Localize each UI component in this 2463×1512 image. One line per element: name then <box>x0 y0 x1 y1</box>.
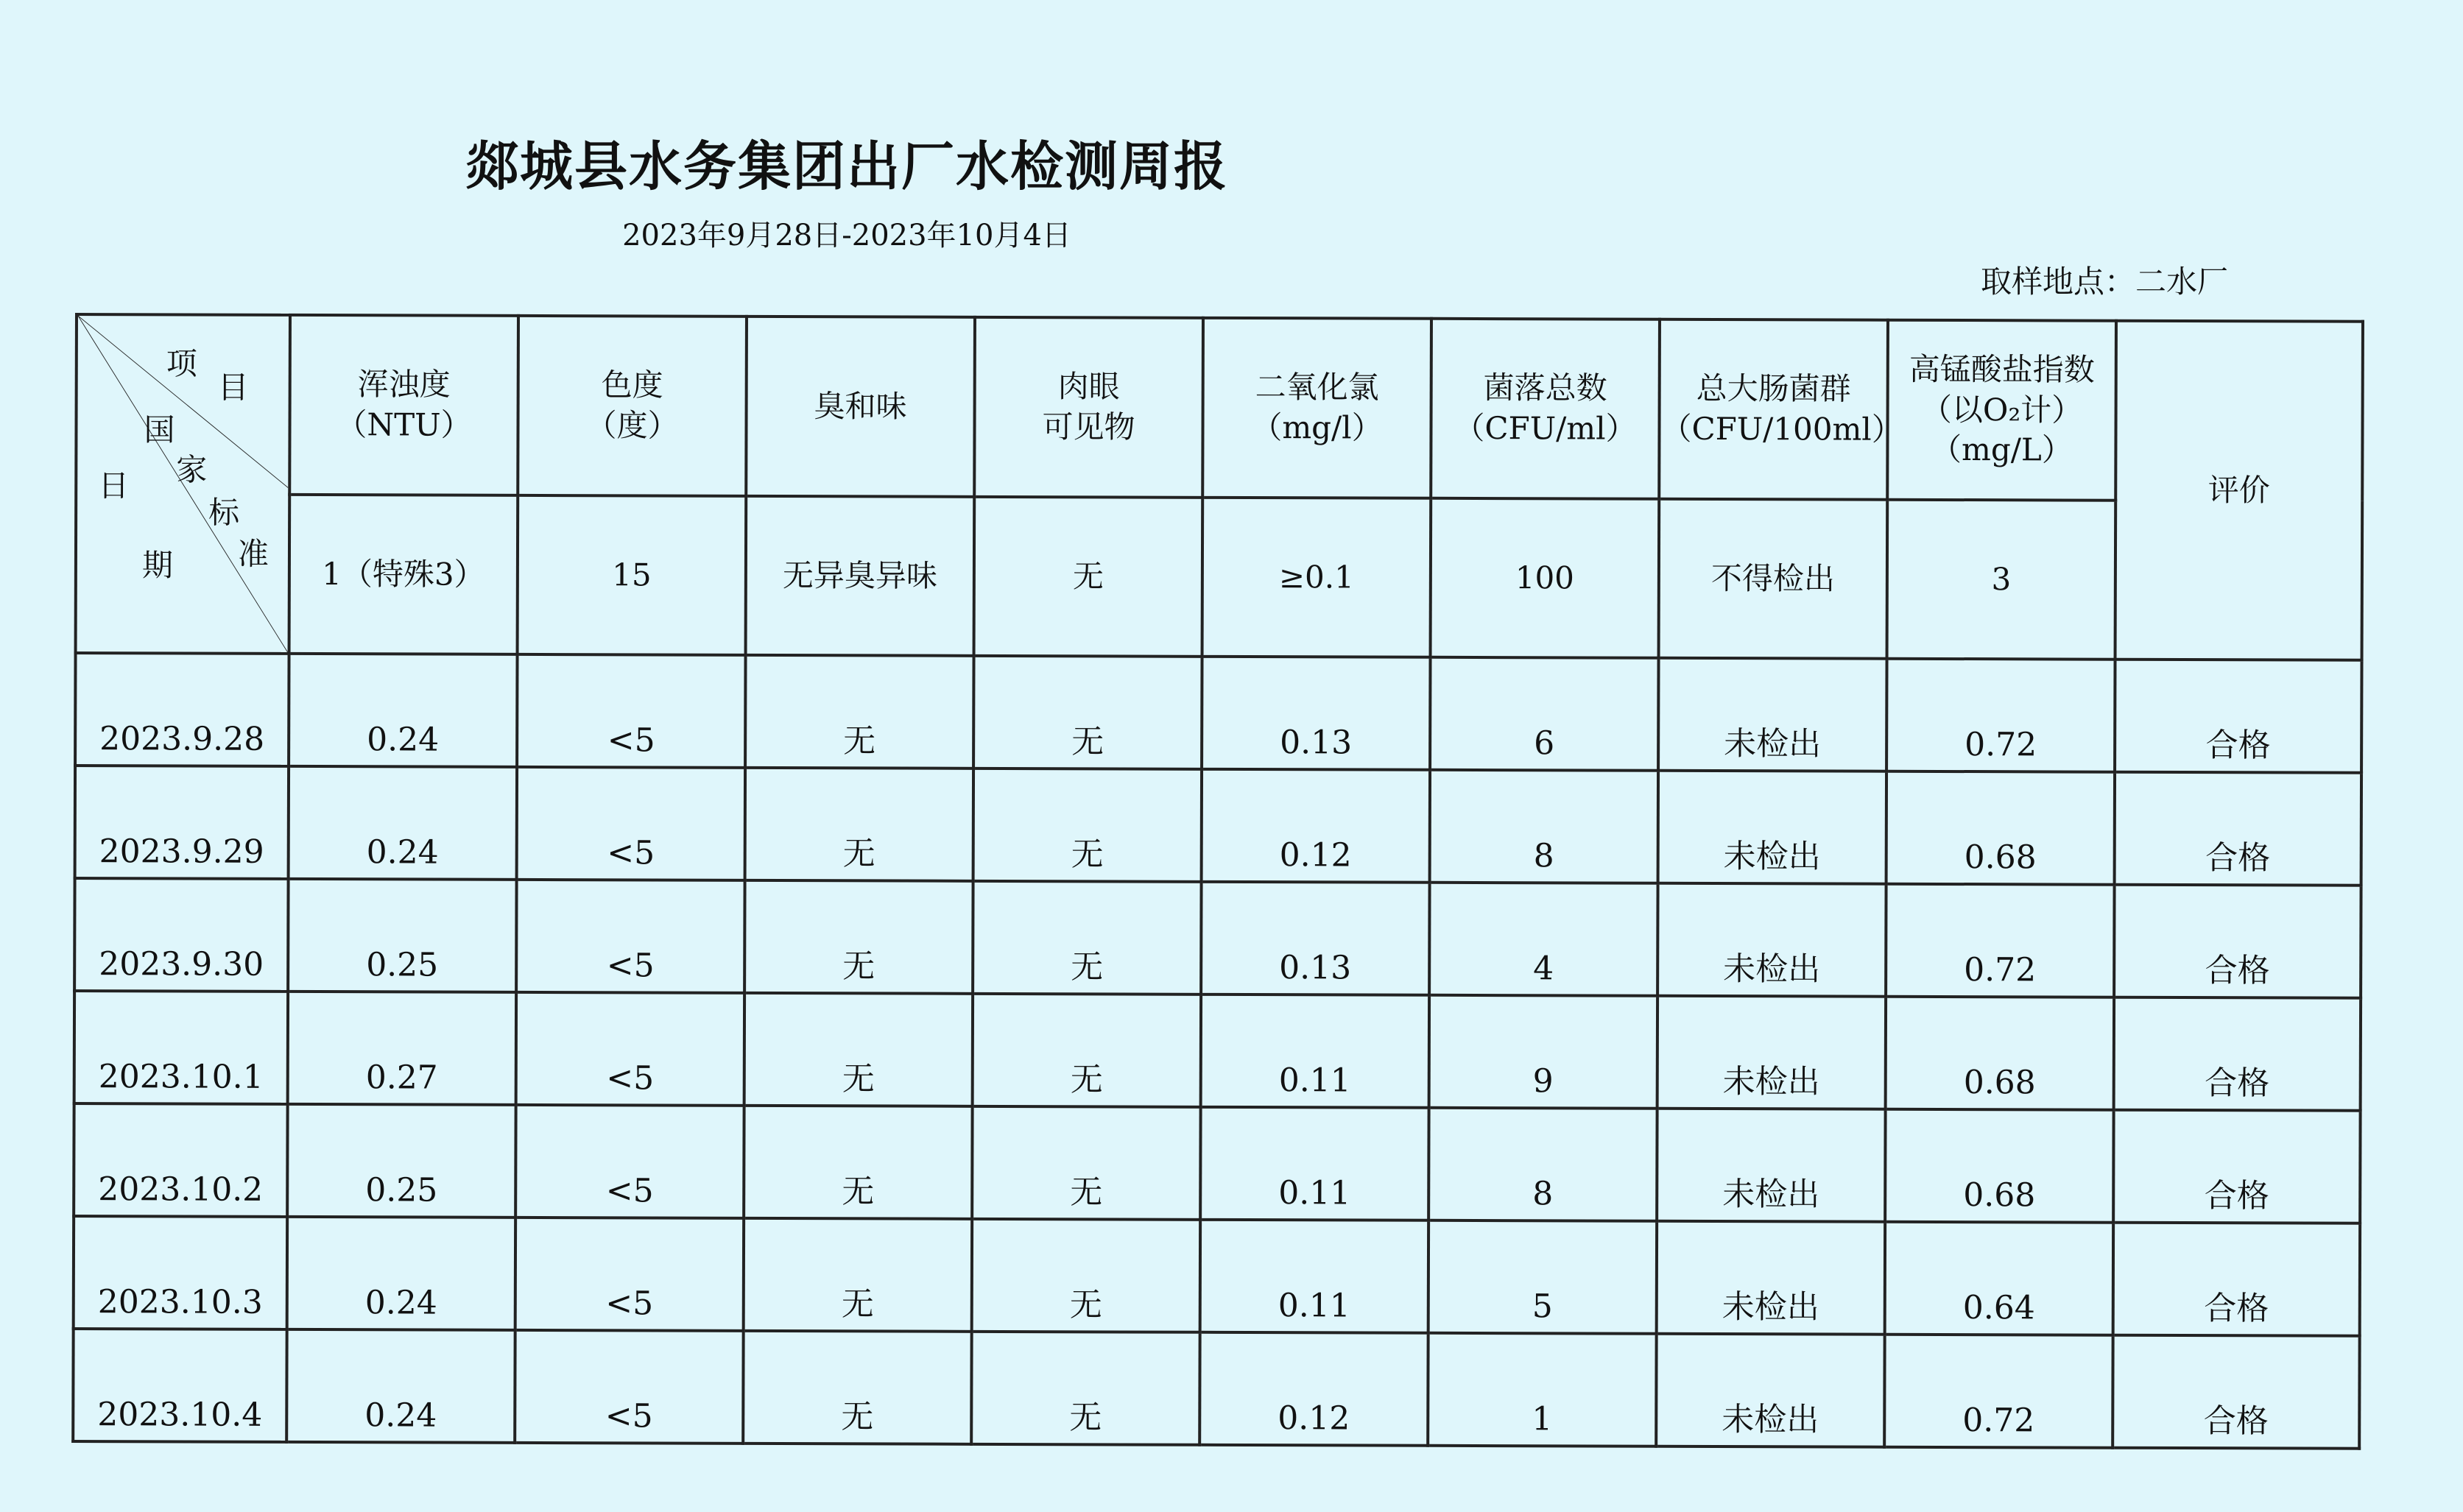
cell-visible-matter: 无 <box>973 656 1202 769</box>
header-color: 色度 （度） <box>518 316 747 496</box>
cell-date: 2023.10.3 <box>74 1216 287 1329</box>
report-title: 郯城县水务集团出厂水检测周报 <box>465 135 1228 197</box>
cell-turbidity: 0.25 <box>288 879 516 992</box>
standard-turbidity: 1（特殊3） <box>289 495 518 654</box>
cell-turbidity: 0.24 <box>287 1217 515 1330</box>
cell-total-coliform: 未检出 <box>1657 996 1886 1109</box>
header-row <box>76 314 2363 501</box>
cell-color: <5 <box>517 654 745 768</box>
corner-label-mu: 目 <box>217 369 249 406</box>
cell-permanganate-index: 0.64 <box>1885 1222 2113 1335</box>
cell-turbidity: 0.24 <box>286 1329 515 1443</box>
cell-chlorine-dioxide: 0.12 <box>1199 1332 1428 1446</box>
cell-odor: 无 <box>744 1218 972 1332</box>
cell-permanganate-index: 0.68 <box>1885 1109 2113 1223</box>
cell-evaluation: 合格 <box>2113 1223 2360 1336</box>
cell-chlorine-dioxide: 0.13 <box>1202 657 1430 770</box>
cell-evaluation: 合格 <box>2114 885 2361 998</box>
cell-permanganate-index: 0.72 <box>1884 1335 2113 1448</box>
cell-date: 2023.10.1 <box>74 991 288 1104</box>
sampling-location: 取样地点：二水厂 <box>1981 264 2229 300</box>
cell-date: 2023.10.4 <box>73 1329 286 1442</box>
cell-turbidity: 0.25 <box>287 1104 515 1218</box>
cell-date: 2023.9.30 <box>74 878 288 992</box>
cell-date: 2023.9.29 <box>75 766 289 879</box>
standard-row <box>76 494 2363 660</box>
cell-chlorine-dioxide: 0.11 <box>1201 995 1429 1108</box>
cell-odor: 无 <box>745 655 973 769</box>
standard-visible-matter: 无 <box>974 497 1203 657</box>
corner-label-jia: 家 <box>176 451 208 488</box>
cell-color: <5 <box>515 1330 743 1444</box>
cell-chlorine-dioxide: 0.11 <box>1200 1220 1428 1333</box>
cell-color: <5 <box>516 992 744 1106</box>
cell-total-coliform: 未检出 <box>1658 658 1886 771</box>
cell-chlorine-dioxide: 0.13 <box>1201 882 1429 995</box>
cell-colony-count: 9 <box>1429 995 1657 1109</box>
table-row <box>74 1103 2360 1223</box>
cell-permanganate-index: 0.68 <box>1886 997 2114 1110</box>
corner-header-cell <box>76 314 290 654</box>
cell-total-coliform: 未检出 <box>1656 1334 1884 1447</box>
header-visible-matter: 肉眼 可见物 <box>974 317 1203 498</box>
cell-chlorine-dioxide: 0.11 <box>1200 1107 1428 1220</box>
cell-color: <5 <box>516 880 744 993</box>
table-row <box>75 766 2361 886</box>
cell-colony-count: 6 <box>1430 657 1658 771</box>
cell-colony-count: 5 <box>1428 1220 1657 1334</box>
cell-total-coliform: 未检出 <box>1657 1109 1885 1222</box>
cell-color: <5 <box>515 1105 744 1218</box>
water-quality-table <box>71 313 2364 1450</box>
cell-odor: 无 <box>744 1106 972 1219</box>
cell-visible-matter: 无 <box>973 881 1201 995</box>
standard-total-coliform: 不得检出 <box>1659 499 1888 659</box>
cell-odor: 无 <box>745 768 973 881</box>
corner-label-ri: 日 <box>98 467 130 504</box>
header-chlorine-dioxide: 二氧化氯 （mg/l） <box>1202 318 1431 498</box>
cell-colony-count: 8 <box>1428 1108 1657 1221</box>
cell-colony-count: 8 <box>1430 770 1658 883</box>
corner-label-guo: 国 <box>144 411 175 448</box>
cell-visible-matter: 无 <box>973 994 1201 1107</box>
standard-permanganate-index: 3 <box>1887 500 2116 660</box>
cell-evaluation: 合格 <box>2114 997 2361 1111</box>
table-row <box>75 653 2361 773</box>
corner-label-zhun: 准 <box>237 535 269 572</box>
header-colony-count: 菌落总数 （CFU/ml） <box>1431 319 1660 499</box>
table-row <box>73 1329 2359 1449</box>
cell-date: 2023.10.2 <box>74 1103 287 1217</box>
cell-evaluation: 合格 <box>2113 1110 2360 1223</box>
header-turbidity: 浑浊度 （NTU） <box>289 315 518 495</box>
header-total-coliform: 总大肠菌群 （CFU/100ml） <box>1659 319 1888 500</box>
header-permanganate-index: 高锰酸盐指数 （以O₂计） （mg/L） <box>1887 320 2116 501</box>
table-row <box>74 1216 2360 1336</box>
cell-visible-matter: 无 <box>972 1219 1200 1332</box>
cell-visible-matter: 无 <box>973 769 1202 882</box>
corner-label-biao: 标 <box>208 494 240 531</box>
cell-visible-matter: 无 <box>972 1106 1200 1220</box>
table-row <box>74 878 2361 998</box>
cell-turbidity: 0.24 <box>289 654 517 767</box>
cell-turbidity: 0.24 <box>289 766 517 880</box>
cell-evaluation: 合格 <box>2115 772 2361 886</box>
cell-evaluation: 合格 <box>2115 660 2361 773</box>
header-odor: 臭和味 <box>746 317 975 497</box>
cell-color: <5 <box>517 767 745 880</box>
corner-label-qi: 期 <box>141 547 174 584</box>
cell-permanganate-index: 0.72 <box>1886 884 2114 997</box>
cell-total-coliform: 未检出 <box>1657 883 1886 997</box>
cell-visible-matter: 无 <box>971 1332 1199 1445</box>
cell-colony-count: 1 <box>1428 1333 1656 1446</box>
standard-chlorine-dioxide: ≥0.1 <box>1202 498 1431 657</box>
standard-color: 15 <box>518 495 747 655</box>
cell-odor: 无 <box>744 993 973 1106</box>
cell-evaluation: 合格 <box>2113 1335 2359 1449</box>
standard-colony-count: 100 <box>1431 498 1660 658</box>
cell-total-coliform: 未检出 <box>1658 771 1886 884</box>
cell-odor: 无 <box>743 1331 971 1444</box>
cell-permanganate-index: 0.68 <box>1886 771 2115 885</box>
corner-label-xiang: 项 <box>166 345 197 382</box>
cell-date: 2023.9.28 <box>75 653 289 766</box>
cell-colony-count: 4 <box>1429 883 1657 996</box>
report-date-range: 2023年9月28日-2023年10月4日 <box>622 219 1071 252</box>
cell-turbidity: 0.27 <box>288 992 516 1105</box>
cell-chlorine-dioxide: 0.12 <box>1202 769 1430 883</box>
standard-odor: 无异臭异味 <box>746 496 975 656</box>
header-evaluation: 评价 <box>2115 321 2363 660</box>
cell-total-coliform: 未检出 <box>1657 1221 1885 1335</box>
cell-permanganate-index: 0.72 <box>1886 659 2115 772</box>
cell-odor: 无 <box>744 880 973 994</box>
table-row <box>74 991 2361 1111</box>
cell-color: <5 <box>515 1218 744 1331</box>
